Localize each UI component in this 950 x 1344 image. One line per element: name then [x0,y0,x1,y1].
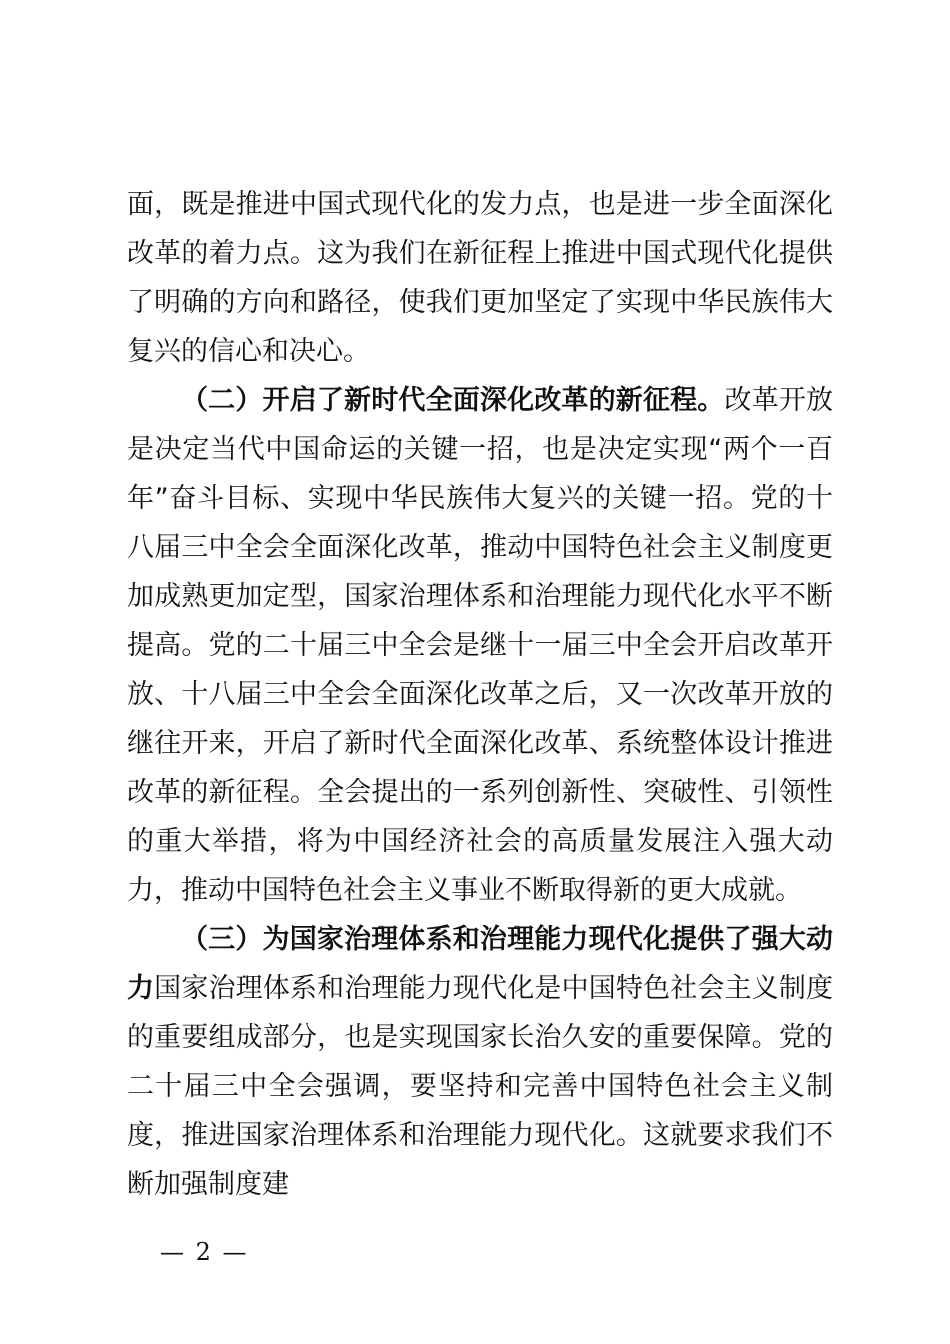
page-number: — 2 — [160,1238,249,1266]
paragraph-text: 面，既是推进中国式现代化的发力点，也是进一步全面深化改革的着力点。这为我们在新征程上推进中国式现代化提供了明确的方向和路径，使我们更加坚定了实现中华民族伟大复兴的信心和决心。 [127,189,833,367]
paragraph-section-three [127,915,833,1209]
paragraph-continuation [127,180,833,376]
section-heading: （三）为国家治理体系和治理能力现代化提供了强大动力 [127,924,833,1004]
body-text [127,180,833,1209]
paragraph-text: 改革开放是决定当代中国命运的关键一招，也是决定实现“两个一百年”奋斗目标、实现中华民族伟大复兴的关键一招。党的十八届三中全会全面深化改革，推动中国特色社会主义制度更加成熟更加定型，国家治理体系和治理能力现代化水平不断提高。党的二十届三中全会是继十一届三中全会开启改革开放、十八届三中全会全面深化改革之后，又一次改革开放的继往开来，开启了新时代全面深化改革、系统整体设计推进改革的新征程。全会提出的一系列创新性、突破性、引领性的重大举措，将为中国经济社会的高质量发展注入强大动力，推动中国特色社会主义事业不断取得新的更大成就。 [127,385,834,906]
section-heading: （二）开启了新时代全面深化改革的新征程。 [181,385,725,416]
paragraph-text: 国家治理体系和治理能力现代化是中国特色社会主义制度的重要组成部分，也是实现国家长治久安的重要保障。党的二十届三中全会强调，要坚持和完善中国特色社会主义制度，推进国家治理体系和治理能力现代化。这就要求我们不断加强制度建 [127,973,834,1200]
paragraph-section-two [127,376,833,915]
